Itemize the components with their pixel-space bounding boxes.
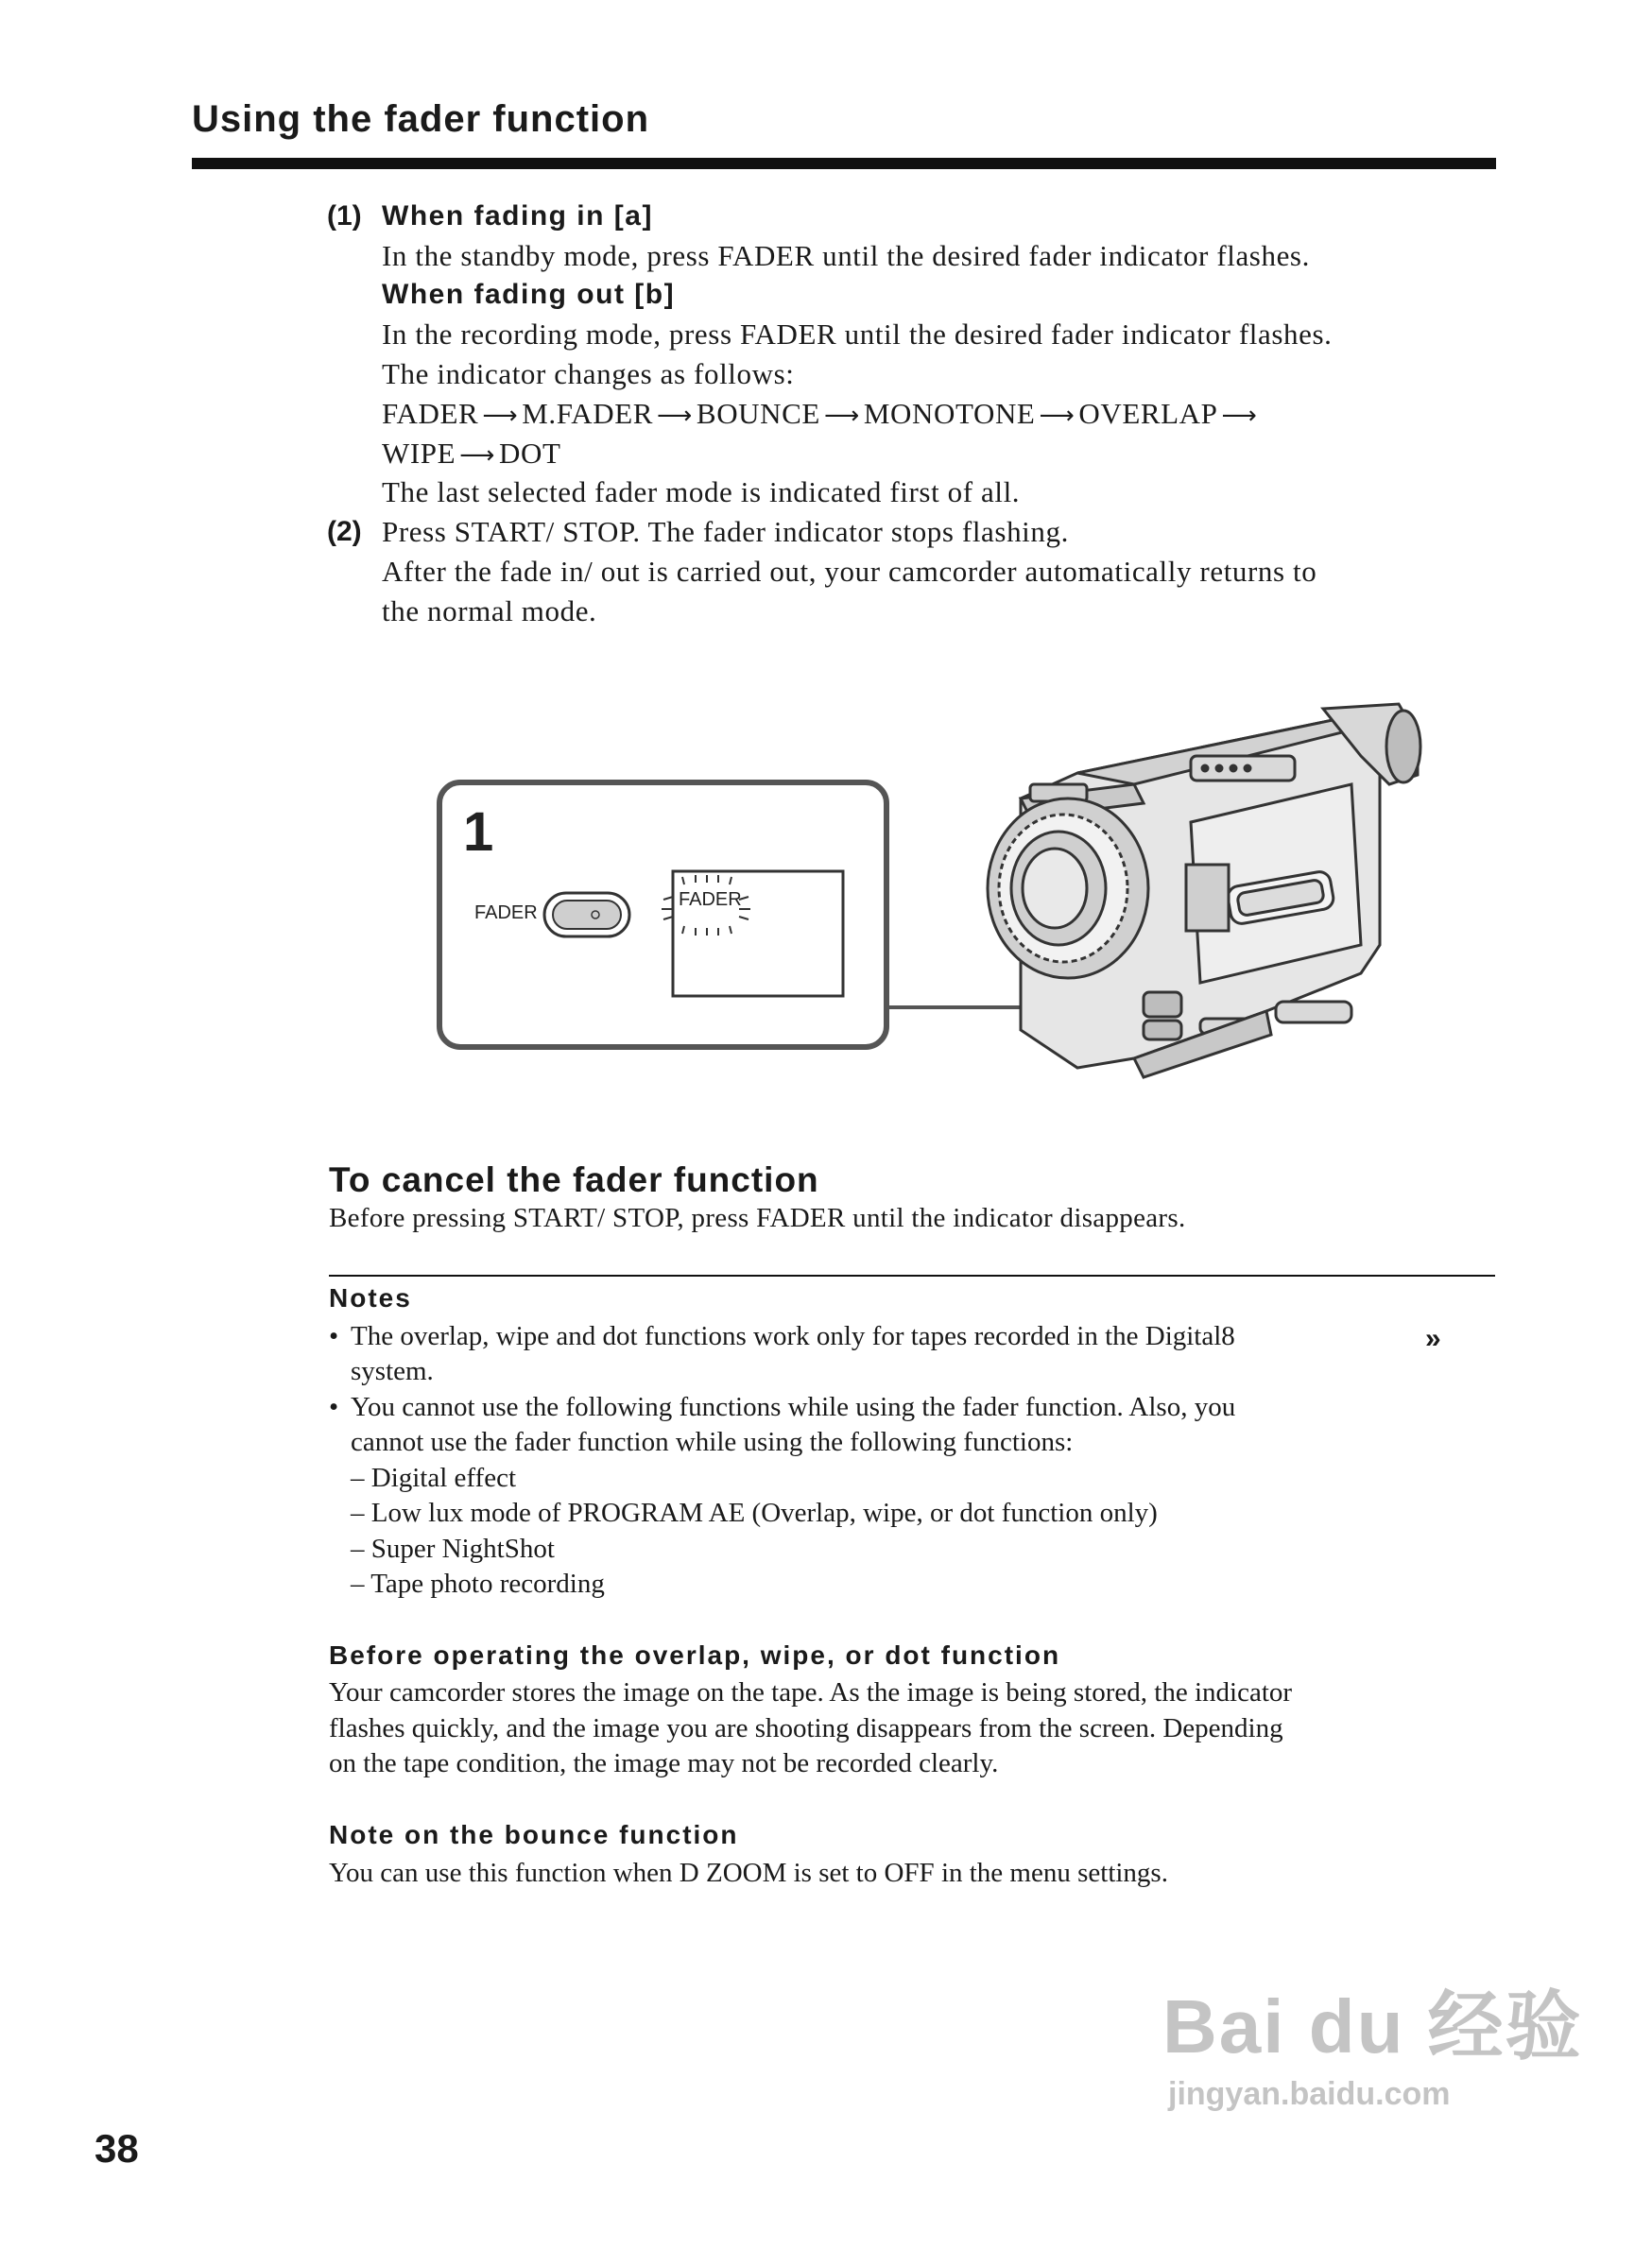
fading-out-heading: When fading out [b] (382, 279, 676, 310)
note-line: system. (351, 1356, 434, 1386)
indicator-changes-text: The indicator changes as follows: (382, 357, 795, 390)
watermark-brand: Bai du 经验 (1162, 1984, 1583, 2069)
fader-button-label: FADER (474, 902, 538, 923)
camcorder-figure (416, 661, 1474, 1115)
before-operating-line: flashes quickly, and the image you are shooting disappears from the screen. Depending (329, 1713, 1283, 1743)
sequence-item: M.FADER (522, 397, 654, 430)
baidu-watermark (1162, 1966, 1583, 2113)
arrow-right-icon: ⟶ (1039, 402, 1076, 430)
fading-out-text: In the recording mode, press FADER until the desired fader indicator flashes. (382, 318, 1333, 351)
dash-item: – Tape photo recording (351, 1569, 605, 1599)
last-selected-text: The last selected fader mode is indicated first of all. (382, 475, 1021, 508)
dash-item: – Digital effect (351, 1463, 517, 1493)
before-operating-line: Your camcorder stores the image on the tape. As the image is being stored, the indicator (329, 1677, 1293, 1708)
fader-sequence-line-2 (382, 434, 561, 475)
arrow-right-icon: ⟶ (1221, 402, 1258, 430)
sequence-item: FADER (382, 397, 479, 430)
note-bullet: • (329, 1392, 339, 1422)
fader-sequence-line-1 (382, 394, 1261, 436)
step-2-line: After the fade in/ out is carried out, your camcorder automatically returns to (382, 555, 1317, 588)
dash-item: – Super NightShot (351, 1534, 555, 1564)
arrow-right-icon: ⟶ (482, 402, 519, 430)
page-number: 38 (95, 2126, 139, 2171)
figure-step-label: 1 (463, 801, 494, 863)
before-operating-heading: Before operating the overlap, wipe, or dot function (329, 1640, 1061, 1670)
title-rule (192, 158, 1496, 169)
note-line: cannot use the fader function while using the following functions: (351, 1427, 1074, 1457)
sequence-item: DOT (499, 437, 561, 470)
arrow-right-icon: ⟶ (459, 441, 496, 470)
fading-in-text: In the standby mode, press FADER until the desired fader indicator flashes. (382, 239, 1310, 272)
notes-rule (329, 1275, 1495, 1277)
sequence-item: OVERLAP (1078, 397, 1218, 430)
step-number-2: (2) (327, 516, 362, 547)
note-line: You cannot use the following functions while using the fader function. Also, you (351, 1392, 1236, 1422)
arrow-right-icon: ⟶ (823, 402, 860, 430)
camcorder-illustration (988, 704, 1420, 1077)
bounce-note-text: You can use this function when D ZOOM is set to OFF in the menu settings. (329, 1858, 1168, 1888)
notes-heading: Notes (329, 1283, 412, 1313)
before-operating-line: on the tape condition, the image may not be recorded clearly. (329, 1748, 999, 1778)
note-bullet: • (329, 1321, 339, 1351)
fader-button[interactable] (544, 893, 629, 936)
fading-in-heading: When fading in [a] (382, 200, 653, 232)
watermark-url: jingyan.baidu.com (1168, 2076, 1451, 2112)
sequence-item: BOUNCE (696, 397, 820, 430)
step-2-line: the normal mode. (382, 594, 597, 627)
step-number-1: (1) (327, 200, 362, 232)
sequence-item: WIPE (382, 437, 456, 470)
page-title: Using the fader function (192, 98, 649, 140)
cancel-text: Before pressing START/ STOP, press FADER until the indicator disappears. (329, 1203, 1186, 1233)
arrow-right-icon: ⟶ (657, 402, 693, 430)
screen-fader-indicator: FADER (679, 889, 742, 910)
note-line: The overlap, wipe and dot functions work only for tapes recorded in the Digital8 (351, 1321, 1235, 1351)
sequence-item: MONOTONE (863, 397, 1036, 430)
continue-icon: » (1425, 1323, 1441, 1354)
cancel-heading: To cancel the fader function (329, 1160, 819, 1199)
step-2-line: Press START/ STOP. The fader indicator stops flashing. (382, 515, 1069, 548)
dash-item: – Low lux mode of PROGRAM AE (Overlap, wipe, or dot function only) (351, 1498, 1158, 1528)
bounce-note-heading: Note on the bounce function (329, 1820, 739, 1849)
